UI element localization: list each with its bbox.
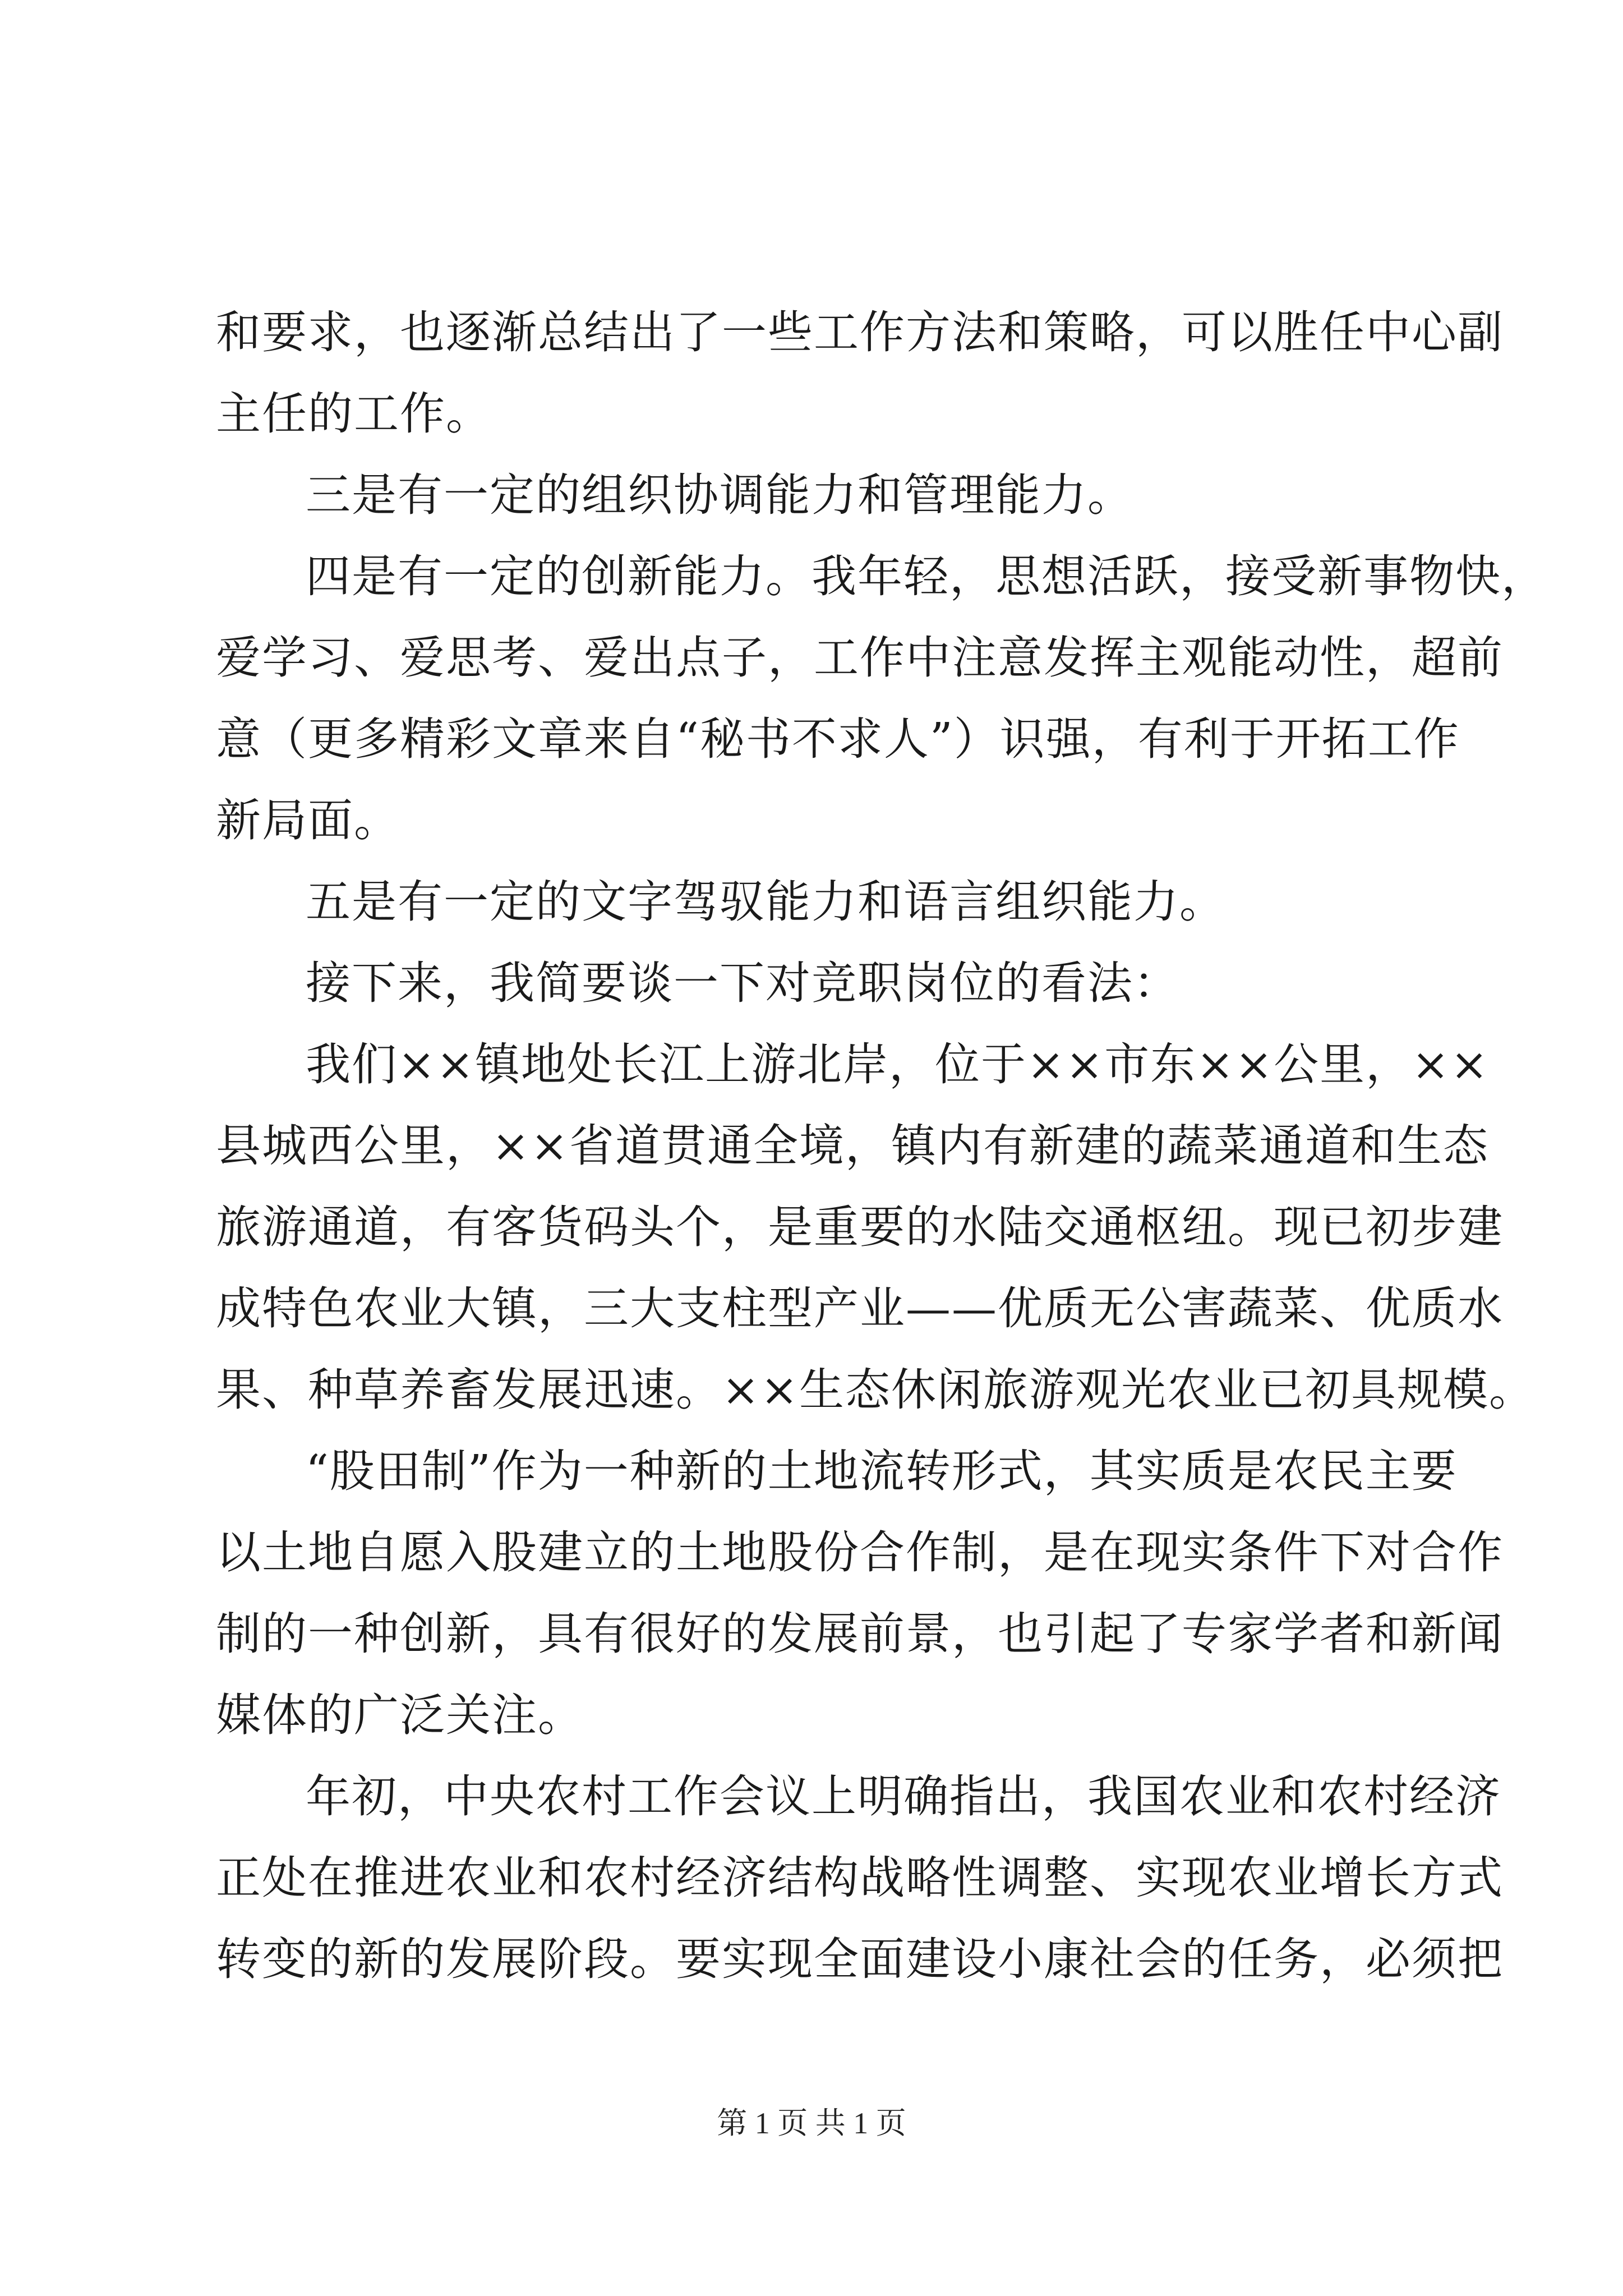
text-line: 和要求，也逐渐总结出了一些工作方法和策略，可以胜任中心副 — [216, 306, 1504, 358]
text-line: 我们××镇地处长江上游北岸，位于××市东××公里，×× — [306, 1038, 1490, 1091]
text-line: 新局面。 — [216, 794, 400, 846]
text-line: “股田制”作为一种新的土地流转形式，其实质是农民主要 — [306, 1445, 1458, 1497]
text-line: 媒体的广泛关注。 — [216, 1689, 584, 1741]
text-line: 旅游通道，有客货码头个，是重要的水陆交通枢纽。现已初步建 — [216, 1201, 1504, 1253]
text-line: 转变的新的发展阶段。要实现全面建设小康社会的任务，必须把 — [216, 1933, 1504, 1985]
text-line: 以土地自愿入股建立的土地股份合作制，是在现实条件下对合作 — [216, 1526, 1504, 1579]
text-line: 爱学习、爱思考、爱出点子，工作中注意发挥主观能动性，超前 — [216, 632, 1504, 684]
page-number-footer: 第 1 页 共 1 页 — [717, 2106, 906, 2140]
text-line: 三是有一定的组织协调能力和管理能力。 — [306, 469, 1133, 521]
text-line: 主任的工作。 — [216, 388, 492, 440]
text-line: 接下来，我简要谈一下对竞职岗位的看法： — [306, 957, 1179, 1009]
text-line: 正处在推进农业和农村经济结构战略性调整、实现农业增长方式 — [216, 1852, 1504, 1904]
body-text — [216, 292, 1547, 2000]
text-line: 五是有一定的文字驾驭能力和语言组织能力。 — [306, 876, 1225, 928]
text-line: 制的一种创新，具有很好的发展前景，也引起了专家学者和新闻 — [216, 1608, 1504, 1660]
text-line: 成特色农业大镇，三大支柱型产业——优质无公害蔬菜、优质水 — [216, 1282, 1504, 1335]
text-line: 年初，中央农村工作会议上明确指出，我国农业和农村经济 — [306, 1770, 1501, 1823]
text-line: 意（更多精彩文章来自“秘书不求人”）识强，有利于开拓工作 — [216, 713, 1460, 765]
text-line: 果、种草养畜发展迅速。××生态休闲旅游观光农业已初具规模。 — [216, 1364, 1536, 1416]
text-line: 四是有一定的创新能力。我年轻，思想活跃，接受新事物快， — [306, 550, 1547, 602]
text-line: 县城西公里，××省道贯通全境，镇内有新建的蔬菜通道和生态 — [216, 1120, 1490, 1172]
